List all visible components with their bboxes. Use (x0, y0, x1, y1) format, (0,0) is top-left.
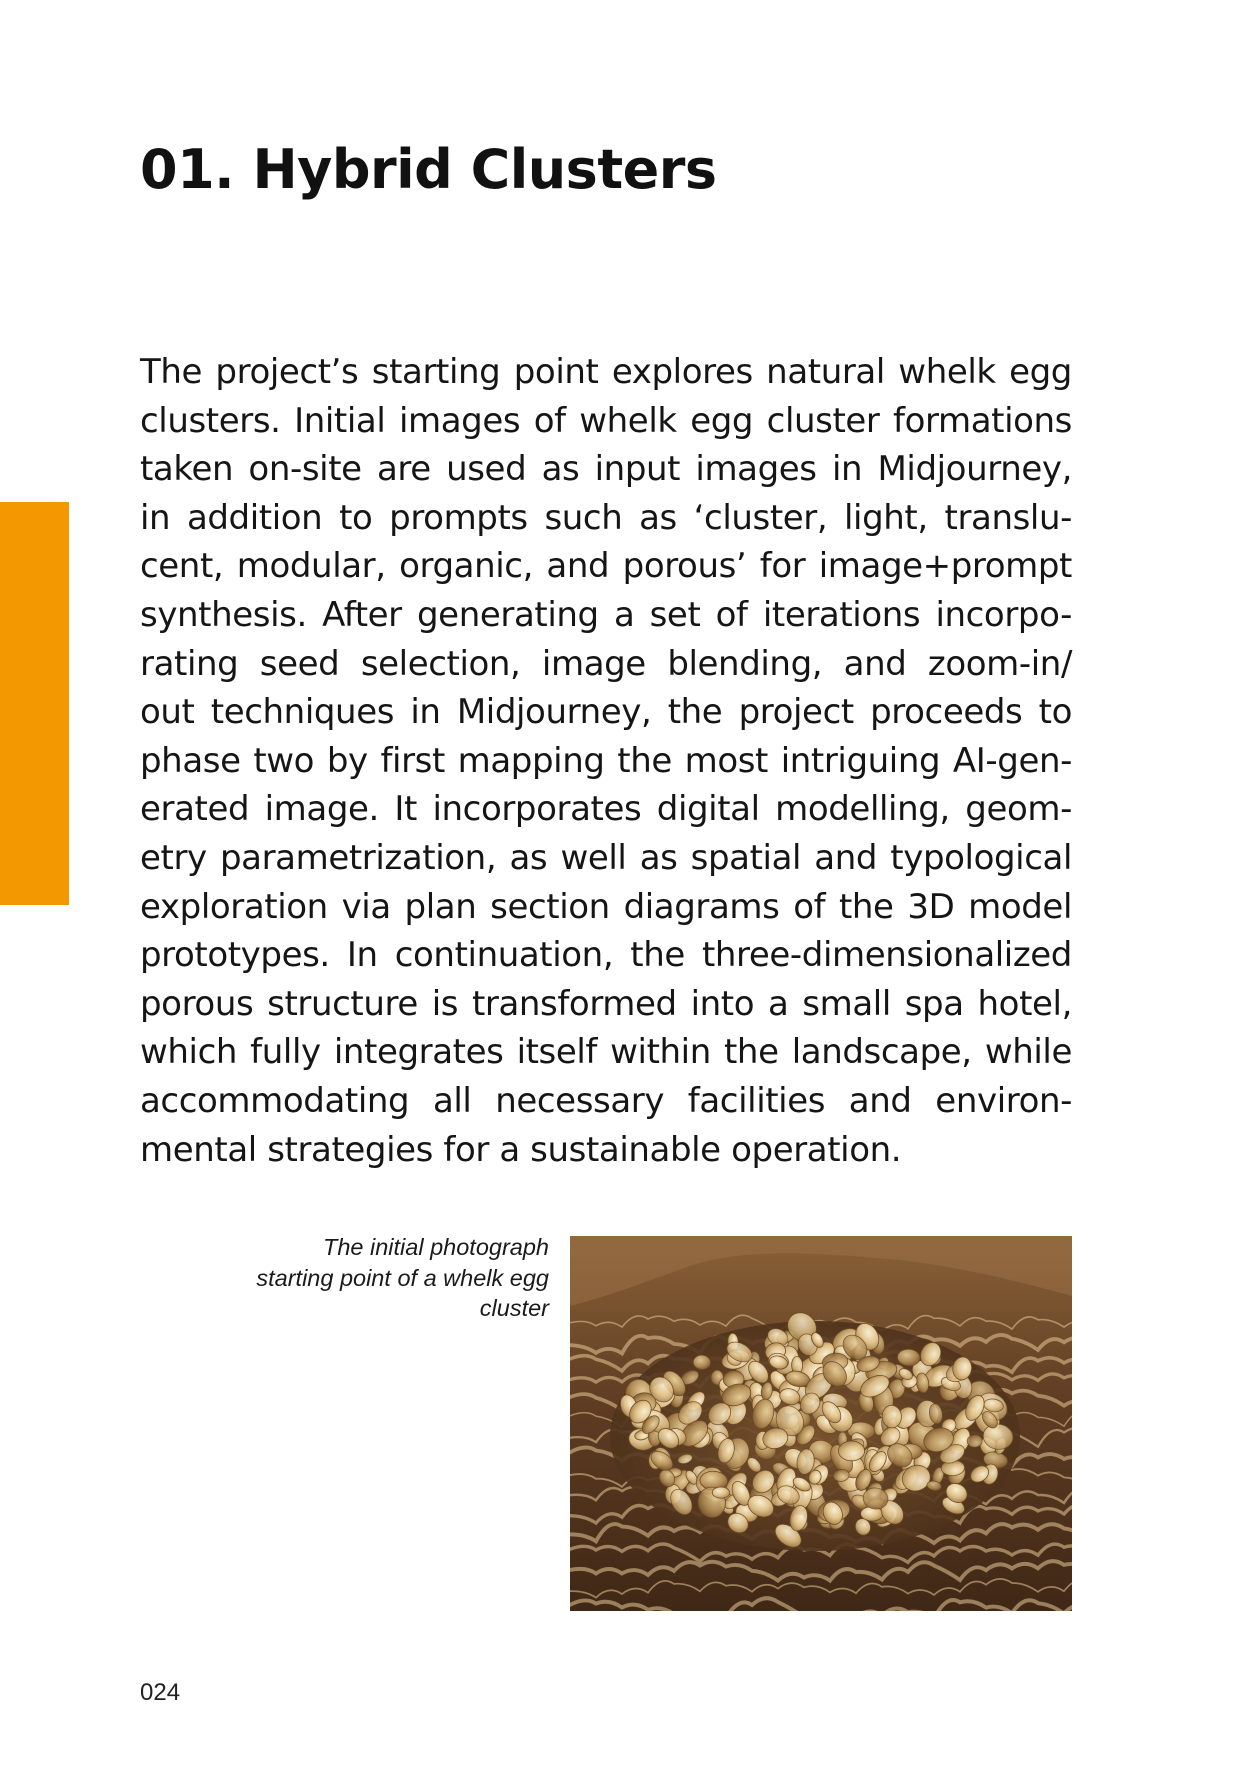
body-line: exploration via plan section diagrams of the 3D model (140, 886, 1072, 927)
body-line: mental strategies for a sustainable operation. (140, 1129, 902, 1170)
photo-caption (200, 1232, 549, 1324)
body-line: prototypes. In continuation, the three-dimensionalized (140, 935, 1072, 976)
body-line: synthesis. After generating a set of iterations incorpo- (140, 594, 1072, 635)
body-line: phase two by first mapping the most intriguing AI-gen- (140, 740, 1072, 781)
body-paragraph (140, 348, 1072, 1174)
whelk-egg-cluster-photo (570, 1236, 1072, 1611)
body-line: erated image. It incorporates digital modelling, geom- (140, 789, 1072, 830)
caption-line: The initial photograph (322, 1234, 549, 1260)
body-line: in addition to prompts such as ‘cluster, light, translu- (140, 497, 1072, 538)
caption-line: starting point of a whelk egg (256, 1264, 549, 1291)
page-title: 01. Hybrid Clusters (140, 138, 717, 201)
body-line: which fully integrates itself within the landscape, while (140, 1032, 1072, 1073)
body-line: cent, modular, organic, and porous’ for image+prompt (140, 546, 1072, 587)
page-number: 024 (140, 1679, 181, 1706)
chapter-side-tab (0, 502, 69, 905)
body-line: rating seed selection, image blending, and zoom-in/ (140, 643, 1072, 684)
body-line: taken on-site are used as input images in Midjourney, (140, 449, 1072, 490)
body-line: porous structure is transformed into a small spa hotel, (140, 983, 1072, 1024)
body-line: accommodating all necessary facilities and environ- (140, 1080, 1072, 1121)
body-line: out techniques in Midjourney, the project proceeds to (140, 692, 1072, 733)
egg-capsule (712, 1487, 730, 1499)
egg-capsule (838, 1441, 864, 1461)
caption-line: cluster (479, 1295, 549, 1321)
body-line: clusters. Initial images of whelk egg cluster formations (140, 400, 1072, 441)
body-line: The project’s starting point explores natural whelk egg (140, 352, 1072, 392)
body-line: etry parametrization, as well as spatial and typological (140, 837, 1072, 878)
